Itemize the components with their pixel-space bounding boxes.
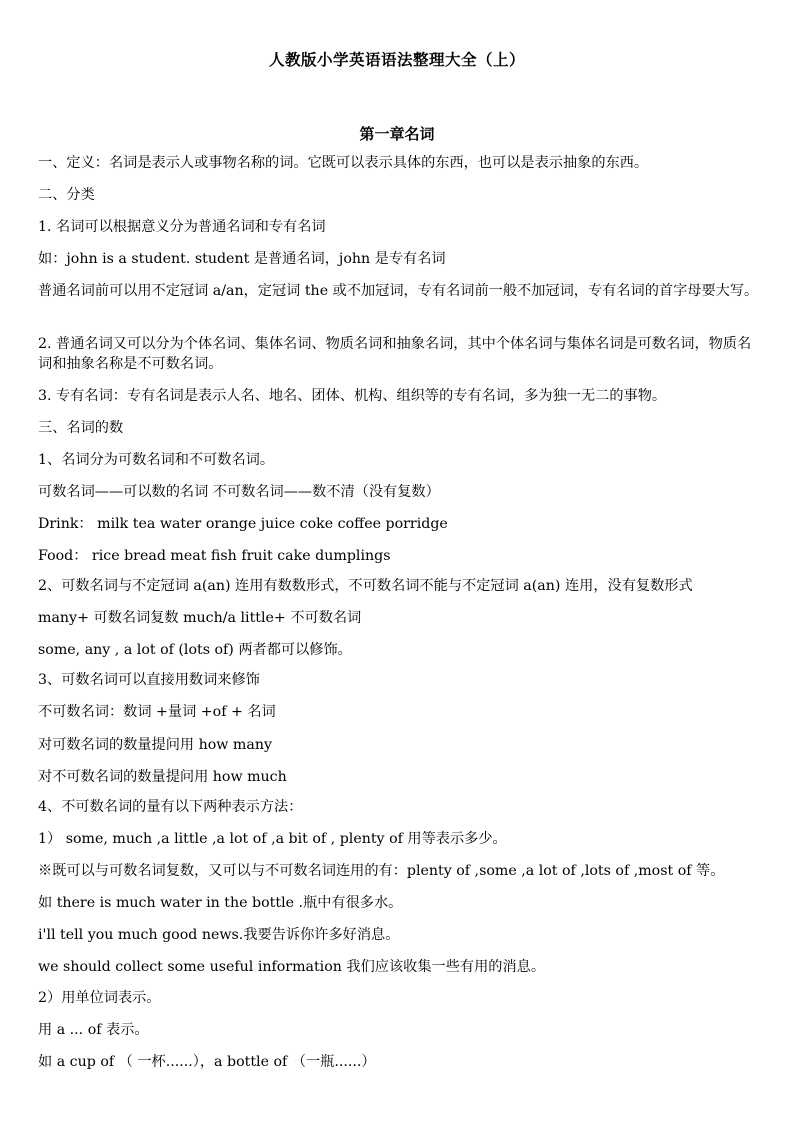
text-line: ※既可以与可数名词复数，又可以与不可数名词连用的有：plenty of ,some ,a lot of ,lots of ,most of 等。 xyxy=(38,863,725,879)
text-line: 用 a ... of 表示。 xyxy=(38,1022,149,1038)
text-line: 2）用单位词表示。 xyxy=(38,990,161,1006)
text-line: many+ 可数名词复数 much/a little+ 不可数名词 xyxy=(38,610,362,626)
text-paragraph: 普通名词前可以用不定冠词 a/an，定冠词 the 或不加冠词，专有名词前一般不加冠词，专有名词的首字母要大写。 xyxy=(38,283,759,299)
text-line: 1、名词分为可数名词和不可数名词。 xyxy=(38,452,275,468)
text-line: 二、分类 xyxy=(38,187,95,203)
text-line: 如 a cup of （ 一杯......），a bottle of （一瓶......） xyxy=(38,1054,376,1070)
document-title: 人教版小学英语语法整理大全（上） xyxy=(268,50,525,69)
text-line: 不可数名词：数词 +量词 +of + 名词 xyxy=(38,704,276,720)
text-paragraph: 2. 普通名词又可以分为个体名词、集体名词、物质名词和抽象名词，其中个体名词与集体名词是可数名词，物质名词和抽象名称是不可数名词。 xyxy=(38,336,752,372)
chapter-title: 第一章名词 xyxy=(359,125,435,143)
text-line: 3. 专有名词：专有名词是表示人名、地名、团体、机构、组织等的专有名词，多为独一无二的事物。 xyxy=(38,388,667,404)
text-line: 对可数名词的数量提问用 how many xyxy=(38,737,272,753)
text-line: 4、不可数名词的量有以下两种表示方法： xyxy=(38,799,303,815)
text-line: 3、可数名词可以直接用数词来修饰 xyxy=(38,672,260,688)
text-line: 三、名词的数 xyxy=(38,420,124,436)
text-line: i'll tell you much good news.我要告诉你许多好消息。 xyxy=(38,927,400,943)
text-line: 如：john is a student. student 是普通名词，john 是专有名词 xyxy=(38,251,446,267)
text-line: some, any , a lot of (lots of) 两者都可以修饰。 xyxy=(38,642,352,658)
text-line: 对不可数名词的数量提问用 how much xyxy=(38,769,287,785)
text-line: Drink： milk tea water orange juice coke coffee porridge xyxy=(38,516,448,532)
text-line: 2、可数名词与不定冠词 a(an) 连用有数数形式，不可数名词不能与不定冠词 a(an) 连用，没有复数形式 xyxy=(38,578,693,594)
text-line: 1） some, much ,a little ,a lot of ,a bit of , plenty of 用等表示多少。 xyxy=(38,831,507,847)
text-line: 一、定义：名词是表示人或事物名称的词。它既可以表示具体的东西，也可以是表示抽象的东西。 xyxy=(38,155,649,171)
text-line: 可数名词——可以数的名词 不可数名词——数不清（没有复数） xyxy=(38,484,440,500)
text-line: we should collect some useful information 我们应该收集一些有用的消息。 xyxy=(38,959,546,975)
text-line: Food： rice bread meat fish fruit cake dumplings xyxy=(38,548,391,564)
text-line: 1. 名词可以根据意义分为普通名词和专有名词 xyxy=(38,219,326,235)
text-line: 如 there is much water in the bottle .瓶中有很多水。 xyxy=(38,895,403,911)
